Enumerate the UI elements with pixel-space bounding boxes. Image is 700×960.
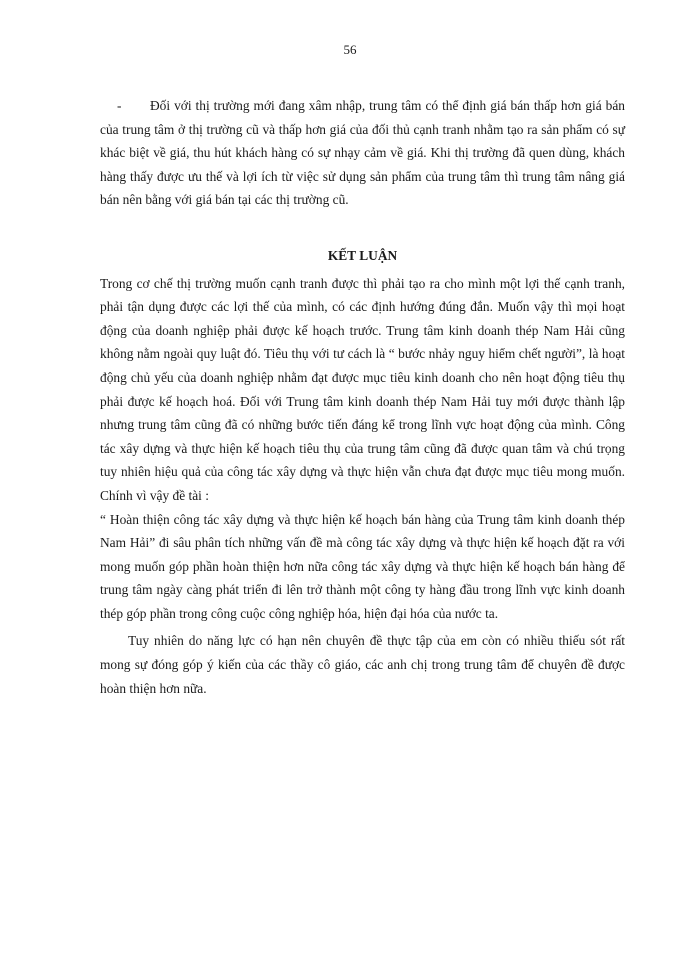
document-body (100, 94, 625, 700)
conclusion-heading: KẾT LUẬN (327, 247, 398, 263)
bullet-text: Đối với thị trường mới đang xâm nhập, trung tâm có thể định giá bán thấp hơn giá bán của trung tâm ở thị trường cũ và thấp hơn giá của đối thủ cạnh tranh nhằm tạo ra sản phẩm có sự khác biệt về giá, thu hút khách hàng có sự nhạy cảm về giá. Khi thị trường đã quen dùng, khách hàng thấy được ưu thế và lợi ích từ việc sử dụng sản phẩm của trung tâm thì trung tâm nâng giá bán nên bằng với giá bán tại các thị trường cũ. (100, 98, 625, 208)
bullet-paragraph (100, 94, 625, 212)
conclusion-paragraph-3: Tuy nhiên do năng lực có hạn nên chuyên đề thực tập của em còn có nhiều thiếu sót rất mong sự đóng góp ý kiến của các thầy cô giáo, các anh chị trong trung tâm để chuyên đề được hoàn thiện hơn nữa. (100, 633, 625, 696)
conclusion-paragraph-1: Trong cơ chế thị trường muốn cạnh tranh được thì phải tạo ra cho mình một lợi thế cạnh tranh, phải tận dụng được các lợi thế của mình, có các định hướng đúng đắn. Muốn vậy thì mọi hoạt động của doanh nghiệp phải được kế hoạch trước. Trung tâm kinh doanh thép Nam Hải cũng không nằm ngoài quy luật đó. Tiêu thụ với tư cách là “ bước nhảy nguy hiểm chết người”, là hoạt động chủ yếu của doanh nghiệp nhằm đạt được mục tiêu kinh doanh cho nên hoạt động tiêu thụ phải được kế hoạch hoá. Đối với Trung tâm kinh doanh thép Nam Hải tuy mới được thành lập nhưng trung tâm cũng đã có những bước tiến đáng kể trong lĩnh vực hoạt động của mình. Công tác xây dựng và thực hiện kế hoạch tiêu thụ của trung tâm cũng đã được quan tâm và chú trọng tuy nhiên hiệu quả của công tác xây dựng và thực hiện vẫn chưa đạt được mục tiêu mong muốn. Chính vì vậy đề tài : (100, 275, 625, 503)
bullet-dash: - (117, 98, 122, 113)
conclusion-paragraph-2: “ Hoàn thiện công tác xây dựng và thực hiện kế hoạch bán hàng của Trung tâm kinh doanh thép Nam Hải” đi sâu phân tích những vấn đề mà công tác xây dựng và thực hiện kế hoạch đặt ra với mong muốn góp phần hoàn thiện hơn nữa công tác xây dựng và thực hiện kế hoạch bán hàng để trung tâm ngày càng phát triển đi lên trở thành một công ty hàng đầu trong lĩnh vực kinh doanh thép góp phần trong công cuộc công nghiệp hóa, hiện đại hóa của nước ta. (100, 511, 625, 621)
page-number: 56 (343, 42, 357, 57)
